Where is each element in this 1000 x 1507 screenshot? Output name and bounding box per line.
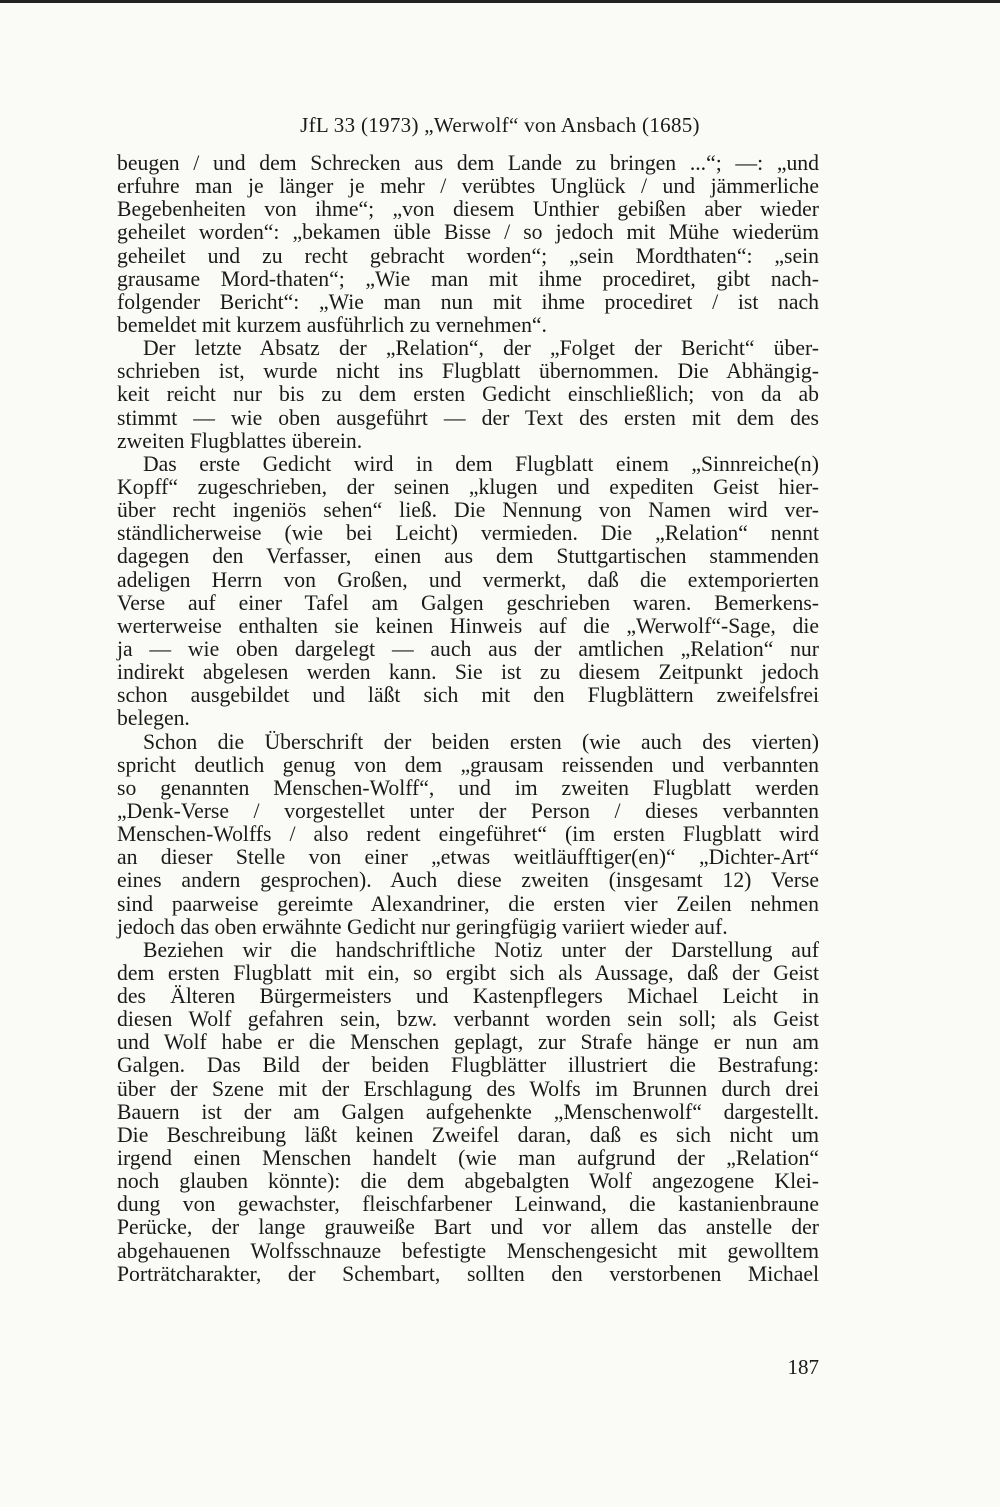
text-line: an dieser Stelle von einer „etwas weitläufftiger(en)“ „Dichter-Art“ — [117, 845, 819, 870]
text-line: Kopff“ zugeschrieben, der seinen „klugen und expediten Geist hier- — [117, 474, 819, 499]
text-line: geheilet und zu recht gebracht worden“; „sein Mordthaten“: „sein — [117, 243, 819, 268]
text-line: ständlicherweise (wie bei Leicht) vermieden. Die „Relation“ nennt — [117, 521, 819, 546]
text-line: Die Beschreibung läßt keinen Zweifel daran, daß es sich nicht um — [117, 1122, 819, 1147]
text-line: so genannten Menschen-Wolff“, und im zweiten Flugblatt werden — [117, 775, 819, 800]
text-line: Begebenheiten von ihme“; „von diesem Unthier gebißen aber wieder — [117, 197, 819, 222]
text-line: beugen / und dem Schrecken aus dem Lande zu bringen ...“; —: „und — [117, 151, 819, 175]
text-line: stimmt — wie oben ausgeführt — der Text des ersten mit dem des — [117, 405, 819, 430]
text-line: erfuhre man je länger je mehr / verübtes Unglück / und jämmerliche — [117, 174, 819, 199]
body-text — [117, 152, 819, 1286]
text-line: Der letzte Absatz der „Relation“, der „Folget der Bericht“ über- — [143, 336, 819, 361]
text-line: Bauern ist der am Galgen aufgehenkte „Menschenwolf“ dargestellt. — [117, 1099, 819, 1124]
text-line: indirekt abgelesen werden kann. Sie ist zu diesem Zeitpunkt jedoch — [117, 660, 819, 685]
text-line: Verse auf einer Tafel am Galgen geschrieben waren. Bemerkens- — [117, 590, 819, 615]
paragraph — [117, 337, 819, 453]
text-line: adeligen Herrn von Großen, und vermerkt, daß die extemporierten — [117, 567, 819, 592]
text-line: dagegen den Verfasser, einen aus dem Stuttgartischen stammenden — [117, 544, 819, 569]
text-line: Menschen-Wolffs / also redent eingeführet“ (im ersten Flugblatt wird — [117, 822, 819, 847]
text-line: grausame Mord-thaten“; „Wie man mit ihme procediret, gibt nach- — [117, 266, 819, 291]
text-line: jedoch das oben erwähnte Gedicht nur geringfügig variiert wieder auf. — [117, 914, 728, 939]
text-line: dem ersten Flugblatt mit ein, so ergibt sich als Aussage, daß der Geist — [117, 960, 819, 985]
paragraph — [117, 731, 819, 939]
text-line: dung von gewachster, fleischfarbener Leinwand, die kastanienbraune — [117, 1192, 819, 1217]
paragraph — [117, 939, 819, 1286]
text-line: „Denk-Verse / vorgestellet unter der Person / dieses verbannten — [117, 798, 819, 823]
text-line: schrieben ist, wurde nicht ins Flugblatt übernommen. Die Abhängig- — [117, 359, 819, 384]
text-line: Das erste Gedicht wird in dem Flugblatt einem „Sinnreiche(n) — [143, 451, 819, 476]
text-line: eines andern gesprochen). Auch diese zweiten (insgesamt 12) Verse — [117, 868, 819, 893]
text-line: ja — wie oben dargelegt — auch aus der amtlichen „Relation“ nur — [117, 636, 819, 661]
text-line: keit reicht nur bis zu dem ersten Gedicht einschließlich; von da ab — [117, 382, 819, 407]
text-line: diesen Wolf gefahren sein, bzw. verbannt worden sein soll; als Geist — [117, 1007, 819, 1032]
text-line: irgend einen Menschen handelt (wie man aufgrund der „Relation“ — [117, 1146, 819, 1171]
text-line: spricht deutlich genug von dem „grausam reissenden und verbannten — [117, 752, 819, 777]
text-line: über der Szene mit der Erschlagung des Wolfs im Brunnen durch drei — [117, 1076, 819, 1101]
text-line: Perücke, der lange grauweiße Bart und vor allem das anstelle der — [117, 1215, 819, 1240]
text-line: schon ausgebildet und läßt sich mit den Flugblättern zweifelsfrei — [117, 683, 819, 708]
text-line: und Wolf habe er die Menschen geplagt, zur Strafe hänge er nun am — [117, 1030, 819, 1055]
paragraph — [117, 152, 819, 337]
text-line: folgender Bericht“: „Wie man nun mit ihme procediret / ist nach — [117, 289, 819, 314]
paragraph — [117, 453, 819, 731]
text-line: zweiten Flugblattes überein. — [117, 428, 363, 453]
text-line: bemeldet mit kurzem ausführlich zu vernehmen“. — [117, 312, 547, 337]
text-line: sind paarweise gereimte Alexandriner, die ersten vier Zeilen nehmen — [117, 891, 819, 916]
top-rule — [0, 0, 1000, 3]
text-line: Beziehen wir die handschriftliche Notiz unter der Darstellung auf — [143, 937, 819, 962]
text-line: noch glauben könnte): die dem abgebalgten Wolf angezogene Klei- — [117, 1169, 819, 1194]
running-header: JfL 33 (1973) „Werwolf“ von Ansbach (1685) — [300, 113, 700, 137]
text-line: Galgen. Das Bild der beiden Flugblätter illustriert die Bestrafung: — [117, 1053, 819, 1078]
text-line: geheilet worden“: „bekamen üble Bisse / so jedoch mit Mühe wiederüm — [117, 220, 819, 245]
text-line: Porträtcharakter, der Schembart, sollten den verstorbenen Michael — [117, 1261, 819, 1286]
text-line: über recht ingeniös sehen“ ließ. Die Nennung von Namen wird ver- — [117, 498, 819, 523]
text-line: abgehauenen Wolfsschnauze befestigte Menschengesicht mit gewolltem — [117, 1238, 819, 1263]
text-line: belegen. — [117, 706, 190, 731]
page-number: 187 — [787, 1355, 819, 1379]
text-line: werterweise enthalten sie keinen Hinweis auf die „Werwolf“-Sage, die — [117, 613, 819, 638]
text-line: des Älteren Bürgermeisters und Kastenpflegers Michael Leicht in — [117, 984, 819, 1009]
text-line: Schon die Überschrift der beiden ersten (wie auch des vierten) — [143, 729, 819, 754]
